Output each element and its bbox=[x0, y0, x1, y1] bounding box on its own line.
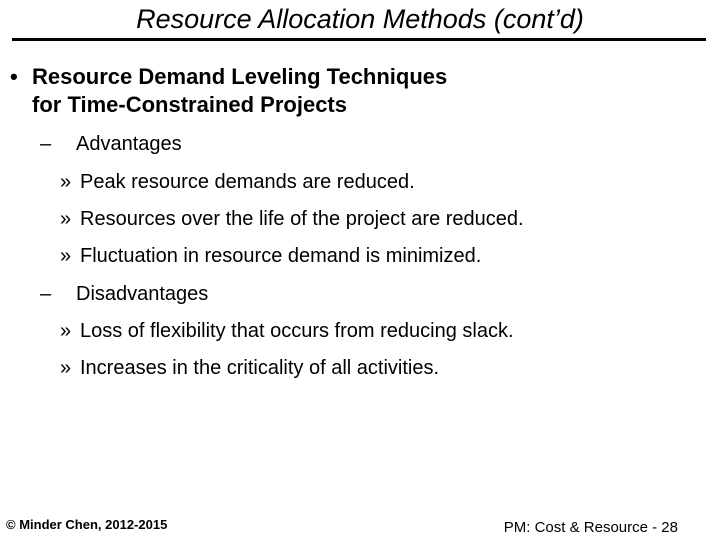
main-bullet-line-2: for Time-Constrained Projects bbox=[32, 92, 347, 117]
advantages-heading-text: Advantages bbox=[76, 133, 182, 155]
footer-page-label: PM: Cost & Resource - 28 bbox=[503, 519, 678, 536]
disadvantage-item-text: Loss of flexibility that occurs from reducing slack. bbox=[80, 320, 514, 342]
slide-title: Resource Allocation Methods (cont’d) bbox=[136, 4, 584, 34]
bullet-marker: • bbox=[10, 64, 18, 89]
disadvantages-heading-text: Disadvantages bbox=[76, 283, 209, 305]
dash-marker: – bbox=[40, 133, 52, 155]
sub-bullet-marker: » bbox=[60, 357, 72, 379]
sub-bullet-marker: » bbox=[60, 245, 72, 267]
sub-bullet-marker: » bbox=[60, 320, 72, 342]
advantage-item-text: Peak resource demands are reduced. bbox=[80, 171, 415, 193]
footer-copyright: © Minder Chen, 2012-2015 bbox=[6, 517, 168, 532]
disadvantage-item-text: Increases in the criticality of all activities. bbox=[80, 357, 440, 379]
sub-bullet-marker: » bbox=[60, 208, 72, 230]
sub-bullet-marker: » bbox=[60, 171, 72, 193]
dash-marker: – bbox=[40, 283, 52, 305]
advantage-item-text: Fluctuation in resource demand is minimized. bbox=[80, 245, 482, 267]
advantage-item-text: Resources over the life of the project are reduced. bbox=[80, 208, 524, 230]
title-underline bbox=[12, 38, 706, 41]
main-bullet-text bbox=[32, 63, 632, 119]
main-bullet-line-1: Resource Demand Leveling Techniques bbox=[32, 64, 448, 89]
